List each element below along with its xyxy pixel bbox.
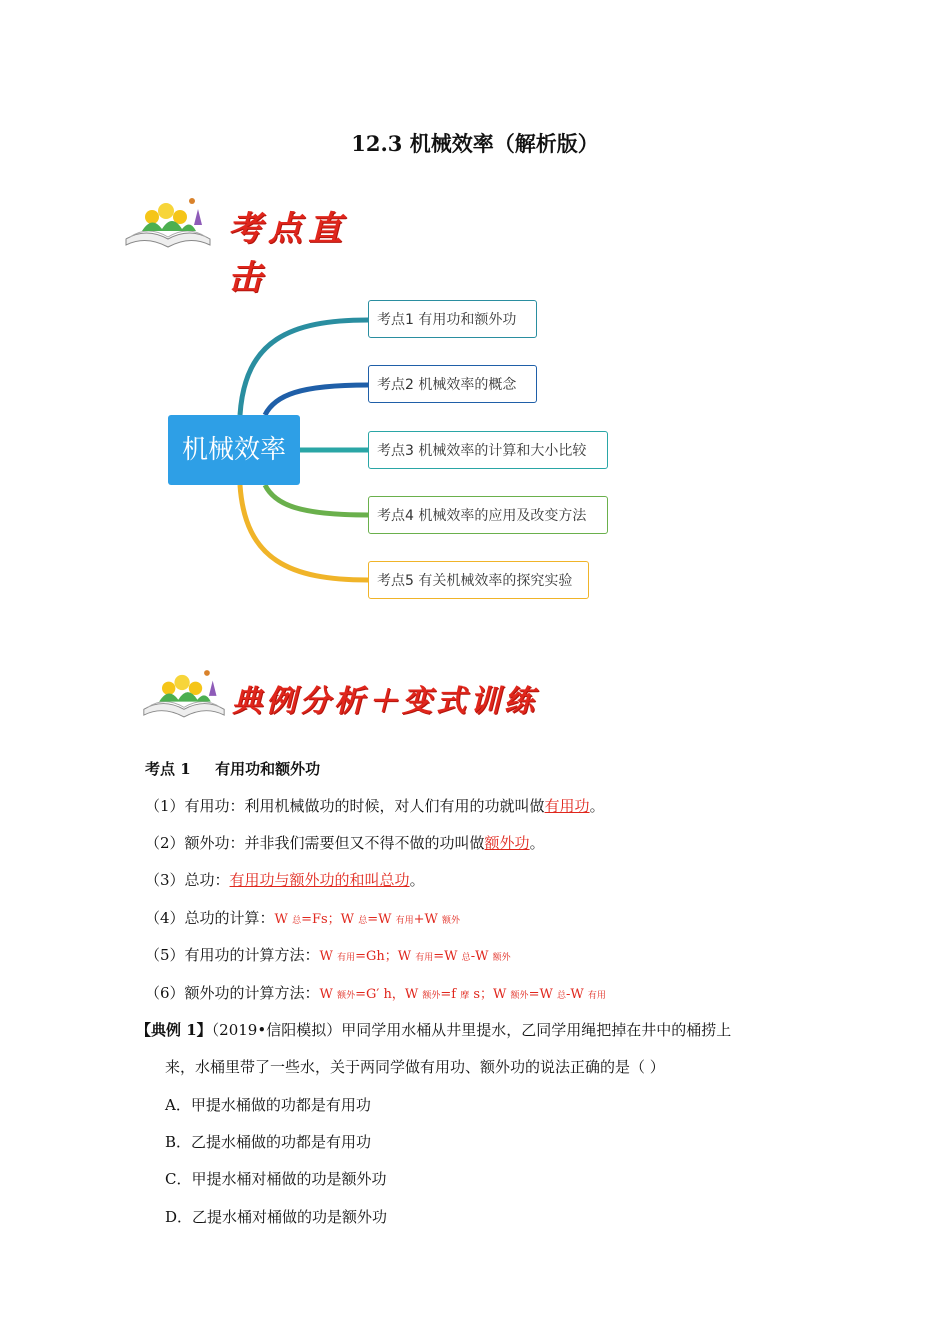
mindmap-node-2 xyxy=(368,365,537,403)
item-5 xyxy=(145,945,511,968)
example-source: （2019•信阳模拟） xyxy=(211,1021,342,1039)
option-c: C．甲提水桶对桶做的功是额外功 xyxy=(165,1170,387,1188)
mindmap-node-3 xyxy=(368,431,608,469)
mindmap-node-1 xyxy=(368,300,537,338)
banner-dianli xyxy=(140,666,620,726)
page-title: 12.3 机械效率（解析版） xyxy=(351,131,599,156)
banner-title: 考点直击 xyxy=(228,209,348,298)
item-4 xyxy=(145,908,460,931)
mindmap-node-label: 考点1 有用功和额外功 xyxy=(377,312,517,328)
mindmap-node-label: 考点3 机械效率的计算和大小比较 xyxy=(377,443,587,459)
item-3-answer: 有用功与额外功的和叫总功 xyxy=(229,871,410,889)
mindmap-root: 机械效率 xyxy=(168,415,300,485)
item-6-text: （6）额外功的计算方法： xyxy=(145,984,320,1002)
formula-4: W 总=Fs；W 总=W 有用+W 额外 xyxy=(274,912,461,927)
formula-5: W 有用=Gh；W 有用=W 总-W 额外 xyxy=(319,949,511,964)
option-d: D．乙提水桶对桶做的功是额外功 xyxy=(165,1208,388,1226)
item-3-end: 。 xyxy=(409,871,425,889)
item-3-text: （3）总功： xyxy=(145,871,230,889)
item-3 xyxy=(145,870,425,890)
banner-title: 典例分析＋变式训练 xyxy=(232,684,538,719)
section-heading-text: 有用功和额外功 xyxy=(215,760,321,778)
mindmap-node-5 xyxy=(368,561,589,599)
mindmap xyxy=(0,0,950,620)
item-1-answer: 有用功 xyxy=(544,797,590,815)
mindmap-node-label: 考点4 机械效率的应用及改变方法 xyxy=(377,508,587,524)
example-stem-line-1 xyxy=(136,1020,731,1040)
mindmap-node-label: 考点2 机械效率的概念 xyxy=(377,377,517,393)
item-2-answer: 额外功 xyxy=(484,834,530,852)
item-1 xyxy=(145,796,605,816)
example-tag: 【典例 1】 xyxy=(136,1021,212,1039)
item-5-text: （5）有用功的计算方法： xyxy=(145,946,320,964)
mindmap-node-label: 考点5 有关机械效率的探究实验 xyxy=(377,573,573,589)
item-4-text: （4）总功的计算： xyxy=(145,909,275,927)
example-stem-2: 来，水桶里带了一些水，关于两同学做有用功、额外功的说法正确的是（ ） xyxy=(165,1058,665,1076)
item-2-end: 。 xyxy=(529,834,545,852)
item-2-text: （2）额外功：并非我们需要但又不得不做的功叫做 xyxy=(145,834,485,852)
mindmap-node-4 xyxy=(368,496,608,534)
item-2 xyxy=(145,833,545,853)
example-stem-line-2 xyxy=(165,1057,665,1077)
item-1-text: （1）有用功：利用机械做功的时候，对人们有用的功就叫做 xyxy=(145,797,545,815)
section-heading xyxy=(145,759,320,779)
section-heading-num: 考点 1 xyxy=(145,760,191,778)
item-1-end: 。 xyxy=(589,797,605,815)
option-b: B．乙提水桶做的功都是有用功 xyxy=(165,1133,372,1151)
example-stem-1: 甲同学用水桶从井里提水，乙同学用绳把掉在井中的桶捞上 xyxy=(341,1021,732,1039)
option-a: A．甲提水桶做的功都是有用功 xyxy=(165,1096,371,1114)
open-book-flowers-icon xyxy=(140,666,228,722)
item-6 xyxy=(145,983,606,1006)
formula-6: W 额外=G′ h，W 额外=f 摩 s；W 额外=W 总-W 有用 xyxy=(319,987,606,1002)
